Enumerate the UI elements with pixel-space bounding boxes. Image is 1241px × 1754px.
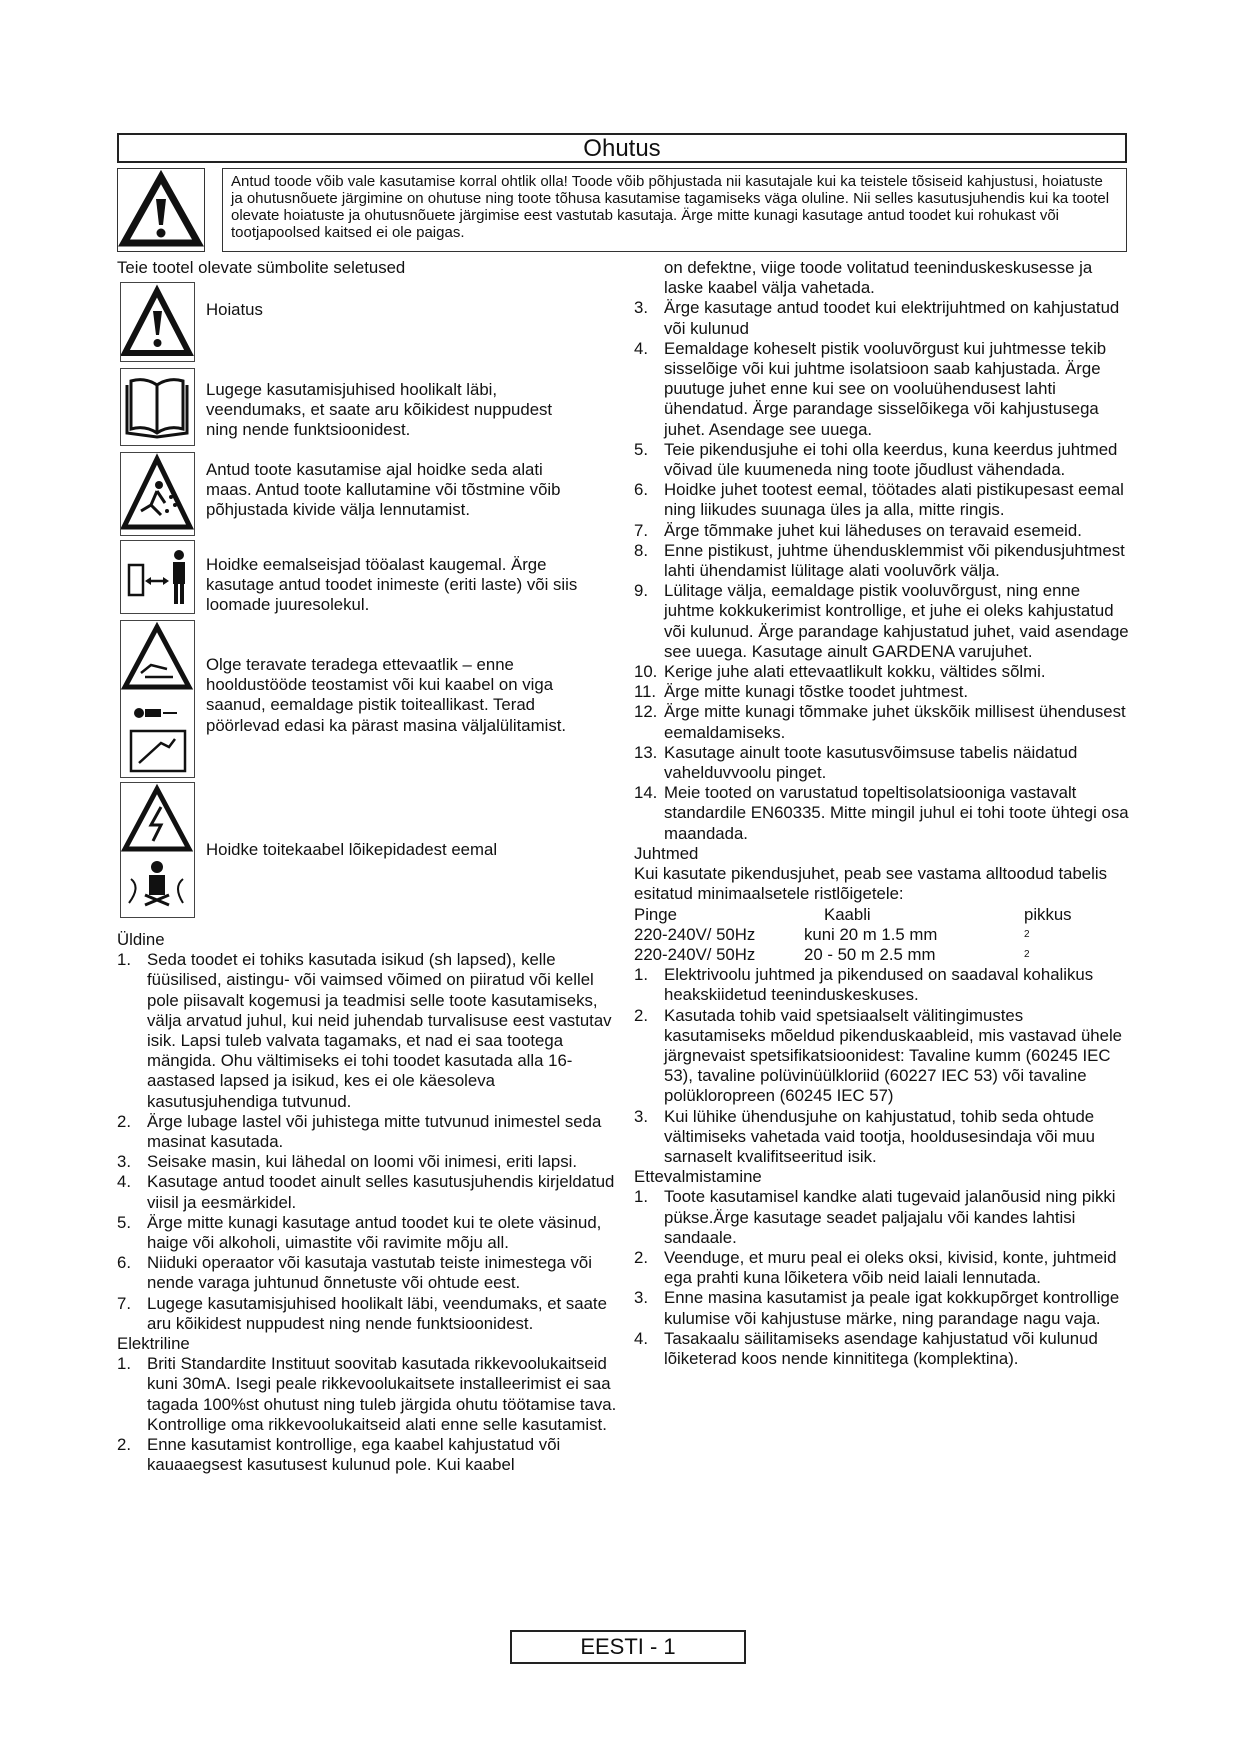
list-item: 2. Ärge lubage lastel või juhistega mitte tutvunud inimestel seda masinat kasutada.	[117, 1111, 602, 1152]
cables-heading: Juhtmed	[634, 843, 699, 863]
warning-text: Antud toode võib vale kasutamise korral ohtlik olla! Toode võib põhjustada nii kasutajale kui ka teistele tõsiseid kahjustusi, hoiatuste ja ohutusnõuete järgimine on ohutuse ning toote tõhusa kasutamise tagamiseks väga oluline. Nii selles kasutusjuhendis kui ka tootel olevate hoiatuste ja ohutusnõuete järgimise eest vastutab kasutaja. Ärge mitte kunagi kasutage antud toodet kui rohukast või tootjapoolsed kaitsed ei ole paigas.	[222, 168, 1127, 252]
list-item: 11. Ärge mitte kunagi tõstke toodet juhtmest.	[634, 682, 969, 702]
list-item: 4. Tasakaalu säilitamiseks asendage kahjustatud või kulunud lõiketerad koos nende kinnititega (komplektina).	[634, 1328, 1098, 1368]
symbol-warning-text: Hoiatus	[206, 300, 263, 319]
list-item: 3. Ärge kasutage antud toodet kui elektrijuhtmed on kahjustatud või kulunud	[634, 298, 1120, 338]
general-heading: Üldine	[117, 930, 165, 949]
list-item: 7. Lugege kasutamisjuhised hoolikalt läbi, veendumaks, et saate aru kõikidest nuppudest ning nende funktsioonidest.	[117, 1293, 607, 1333]
electrical-list-continued	[634, 298, 1129, 843]
table-cell: 220-240V/ 50Hz	[634, 944, 756, 964]
page-footer: EESTI - 1	[510, 1630, 746, 1664]
list-item: 2. Veenduge, et muru peal ei oleks oksi, kivisid, konte, juhtmeid ega prahti kuna lõiketera võib neid laiali lennutada.	[634, 1247, 1117, 1288]
electrical-heading: Elektriline	[117, 1334, 190, 1354]
list-item: 3. Enne masina kasutamist ja peale igat kokkupõrget kontrollige kulumise või kahjustuse märke, ning parandage nagu vaja.	[634, 1288, 1120, 1328]
electrical-item2-continued: on defektne, viige toode volitatud teeninduskeskusesse ja laske kaabel välja vahetada.	[664, 258, 1093, 298]
list-item: 7. Ärge tõmmake juhet kui läheduses on teravaid esemeid.	[634, 520, 1082, 540]
col-voltage-header: Pinge	[634, 904, 677, 924]
list-item: 3. Kui lühike ühendusjuhe on kahjustatud, tohib seda ohtude vältimiseks vahetada vaid tootja, hooldusesindaja või muu sarnaselt kvalifitseeritud isik.	[634, 1106, 1095, 1166]
list-item: 13. Kasutage ainult toote kasutusvõimsuse tabelis näidatud vahelduvvoolu pinget.	[634, 742, 1078, 783]
list-item: 5. Teie pikendusjuhe ei tohi olla keerdus, kuna keerdus juhtmed võivad üle kuumeneda ning toote jõudlust vähendada.	[634, 439, 1118, 480]
list-item: 9. Lülitage välja, eemaldage pistik vooluvõrgust, ning enne juhtme kokkukerimist kontrollige, et juhe ei oleks kahjustatud või kulunud. Ärge parandage kahjustatud juhet, vaid asendage see uuega. Kasutage ainult GARDENA varujuhet.	[634, 581, 1129, 661]
table-cell: kuni 20 m 1.5 mm	[804, 924, 938, 944]
cables-list	[634, 965, 1129, 1167]
open-book-icon	[120, 368, 195, 446]
preparation-list	[634, 1187, 1129, 1369]
list-item: 1. Elektrivoolu juhtmed ja pikendused on saadaval kohalikus heakskiidetud teeninduskeskuses.	[634, 965, 1094, 1005]
list-item: 1. Briti Standardite Instituut soovitab kasutada rikkevoolukaitseid kuni 30mA. Isegi peale rikkevoolukaitsete installeerimist ei saa tagada 100%st ohutust ning tuleb järgida ohutu töötamise tava. Kontrollige oma rikkevoolukaitseid alati enne selle kasutamist.	[117, 1354, 617, 1434]
sharp-blades-icon	[120, 620, 195, 778]
keep-distance-icon	[120, 540, 195, 614]
list-item: 6. Hoidke juhet tootest eemal, töötades alati pistikupesast eemal ning liikudes suunaga üles ja alla, mitte ringis.	[634, 480, 1124, 520]
electric-cable-icon	[120, 782, 195, 918]
table-cell: 220-240V/ 50Hz	[634, 924, 756, 944]
symbol-distance-text: Hoidke eemalseisjad tööalast kaugemal. Ärge kasutage antud toodet inimeste (eriti laste) või siis loomade juuresolekul.	[206, 555, 578, 615]
col-length-header: pikkus	[1024, 904, 1072, 924]
list-item: 1. Toote kasutamisel kandke alati tugevaid jalanõusid ning pikki pükse.Ärge kasutage seadet paljajalu või kandes lahtisi sandaale.	[634, 1187, 1116, 1247]
list-item: 2. Kasutada tohib vaid spetsiaalselt välitingimustes kasutamiseks mõeldud pikenduskaableid, mis vastavad ühele järgnevaist spetsifikatsioonidest: Tavaline kumm (60245 IEC 53), tavaline polüvinüülkloriid (60227 IEC 53) või tavaline polükloropreen (60245 IEC 57)	[634, 1005, 1123, 1106]
symbols-heading: Teie tootel olevate sümbolite seletused	[117, 258, 406, 277]
col-cable-header: Kaabli	[824, 904, 871, 924]
preparation-heading: Ettevalmistamine	[634, 1167, 762, 1187]
list-item: 3. Seisake masin, kui lähedal on loomi või inimesi, eriti lapsi.	[117, 1152, 577, 1172]
list-item: 4. Eemaldage koheselt pistik vooluvõrgust kui juhtmesse tekib sisselõige või kui juhtme isolatsioon saab kahjustada. Ärge puutuge juhet enne kui see on vooluühendusest lahti ühendatud. Ärge parandage sisselõikega või kahjustusega juhet. Asendage see uuega.	[634, 338, 1107, 439]
table-cell: 20 - 50 m 2.5 mm	[804, 944, 936, 964]
list-item: 14. Meie tooted on varustatud topeltisolatsiooniga vastavalt standardile EN60335. Mitte mingil juhul ei tohi toote ühtegi osa maandada.	[634, 783, 1129, 843]
table-cell-sup: 2	[1024, 948, 1030, 960]
symbol-blades-text: Olge teravate teradega ettevaatlik – enne hooldustööde teostamist või kui kaabel on viga saanud, eemaldage pistik toiteallikast. Terad pöörlevad edasi ka pärast masina väljalülitamist.	[206, 655, 567, 735]
list-item: 5. Ärge mitte kunagi kasutage antud toodet kui te olete väsinud, haige või alkoholi, uimastite või ravimite mõju all.	[117, 1212, 602, 1253]
table-cell-sup: 2	[1024, 928, 1030, 940]
list-item: 2. Enne kasutamist kontrollige, ega kaabel kahjustatud või kauaaegsest kasutusest kulunud pole. Kui kaabel	[117, 1435, 561, 1475]
top-warning	[117, 168, 1127, 252]
list-item: 8. Enne pistikust, juhtme ühendusklemmist või pikendusjuhtmest lahti ühendamist lülitage alati vooluvõrk välja.	[634, 540, 1125, 581]
general-list	[117, 950, 622, 1334]
page-title: Ohutus	[117, 133, 1127, 163]
symbol-debris-text: Antud toote kasutamise ajal hoidke seda alati maas. Antud toote kallutamine või tõstmine võib põhjustada kivide välja lennutamist.	[206, 460, 561, 520]
warning-triangle-icon	[120, 282, 195, 362]
symbol-book-text: Lugege kasutamisjuhised hoolikalt läbi, veendumaks, et saate aru kõikidest nuppudest ning nende funktsioonidest.	[206, 380, 553, 440]
flying-debris-icon	[120, 452, 195, 536]
list-item: 1. Seda toodet ei tohiks kasutada isikud (sh lapsed), kelle füüsilised, aistingu- või vaimsed võimed on piiratud või kellel pole piisavalt kogemusi ja teadmisi selle toote kasutamiseks, välja arvatud juhul, kui neid juhendab turvalisuse eest vastutav isik. Lapsi tuleb valvata tagamaks, et nad ei saa tootega mängida. Ohu vältimiseks ei tohi toodet kasutada alla 16-aastased lapsed ja isikud, kes ei ole käesoleva kasutusjuhendiga tutvunud.	[117, 950, 612, 1111]
list-item: 10. Kerige juhe alati ettevaatlikult kokku, vältides sõlmi.	[634, 662, 1046, 682]
symbol-cable-text: Hoidke toitekaabel lõikepidadest eemal	[206, 840, 498, 859]
list-item: 12. Ärge mitte kunagi tõmmake juhet ükskõik millisest ühendusest eemaldamiseks.	[634, 702, 1126, 742]
cable-table	[634, 905, 1129, 966]
list-item: 6. Niiduki operaator või kasutaja vastutab teiste inimestega või nende varaga juhtunud õnnetuste või ohtude eest.	[117, 1253, 592, 1293]
warning-triangle-icon	[117, 168, 205, 252]
cables-intro: Kui kasutate pikendusjuhet, peab see vastama alltoodud tabelis esitatud minimaalsetele ristlõigetele:	[634, 864, 1107, 904]
electrical-list	[117, 1354, 622, 1475]
list-item: 4. Kasutage antud toodet ainult selles kasutusjuhendis kirjeldatud viisil ja eesmärkidel.	[117, 1172, 615, 1212]
